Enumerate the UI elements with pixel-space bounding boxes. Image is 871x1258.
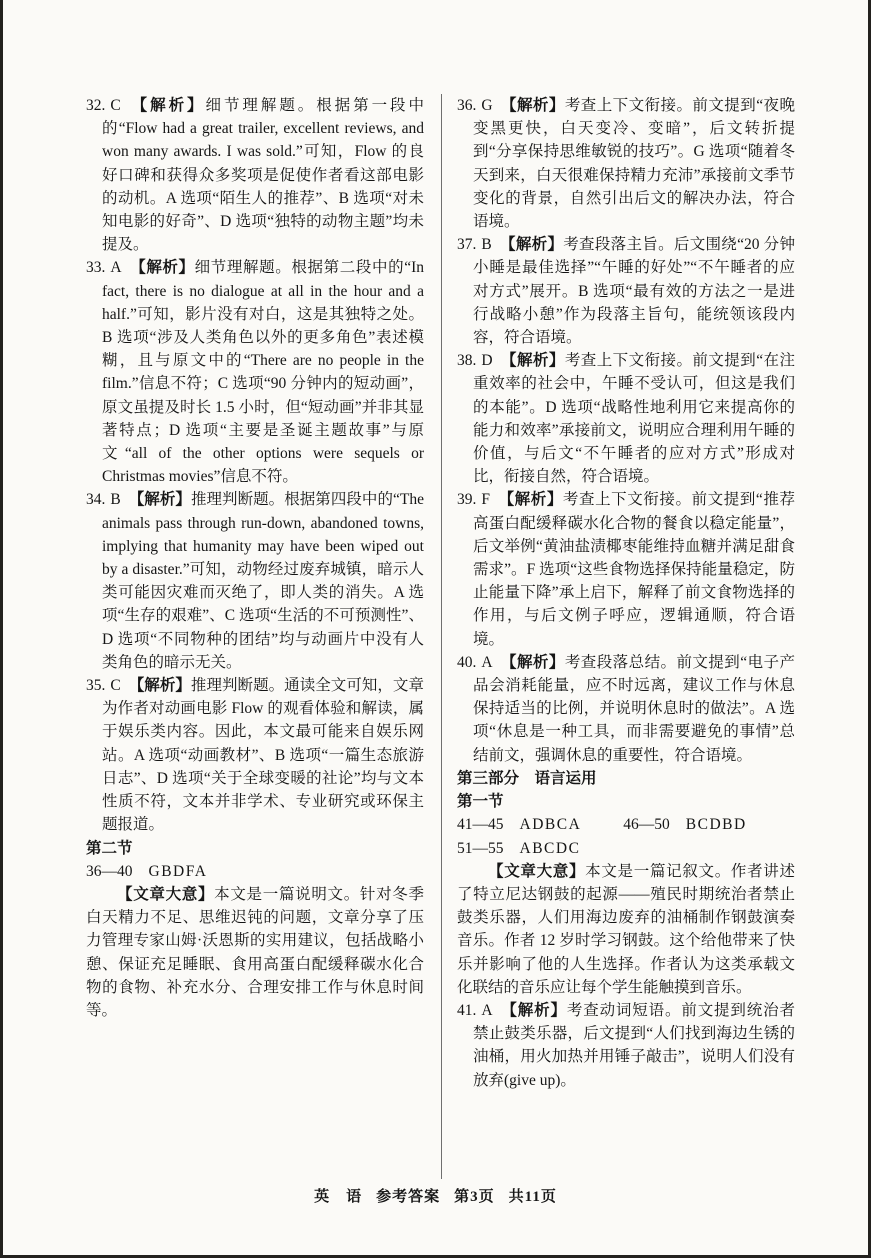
item-answer: B — [481, 236, 492, 254]
explanation-item-32 — [86, 94, 424, 256]
item-number: 41. — [457, 1001, 477, 1019]
item-answer: D — [481, 352, 493, 370]
section-header-1: 第一节 — [457, 793, 504, 811]
item-number: 34. — [86, 491, 106, 509]
page-content — [86, 94, 798, 1179]
footer-page-number: 第3页 — [454, 1189, 495, 1205]
item-text: 推理判断题。根据第四段中的“The animals pass through run-down, abandoned towns, implying that humanity may have been wiped out by a disaster.”可知，动物经过废弃城镇，暗示人类可能因灾难而灭绝了，即人类的消失。A 选项“生存的艰难”、C 选项“生活的不可预测性”、D 选项“不同物种的团结”均与动画片中没有人类角色的暗示无关。 — [102, 491, 424, 671]
item-number: 32. — [86, 97, 106, 114]
analysis-label: 【解析】 — [499, 236, 564, 254]
passage-summary — [457, 860, 795, 999]
answer-letters: BCDBD — [685, 816, 747, 834]
analysis-label: 【解析】 — [128, 491, 191, 509]
item-number: 37. — [457, 236, 477, 254]
item-answer: A — [481, 1001, 493, 1019]
item-text: 考查上下文衔接。前文提到“推荐高蛋白配缓释碳水化合物的餐食以稳定能量”，后文举例“黄油盐渍椰枣能维持血糖并满足甜食需求”。F 选项“这些食物选择保持能量稳定，防止能量下降”承上启下，解释了前文食物选择的作用，与后文例子呼应，逻辑通顺，符合语境。 — [473, 491, 795, 648]
explanation-item-38 — [457, 349, 795, 488]
summary-text: 本文是一篇说明文。针对冬季白天精力不足、思维迟钝的问题，文章分享了压力管理专家山姆·沃恩斯的实用建议，包括战略小憩、保证充足睡眠、食用高蛋白配缓释碳水化合物的食物、补充水分、合理安排工作与休息时间等。 — [86, 885, 424, 1019]
passage-summary — [86, 883, 424, 1022]
item-number: 33. — [86, 259, 106, 277]
explanation-item-36 — [457, 94, 795, 233]
item-text: 考查段落总结。前文提到“电子产品会消耗能量，应不时远离，建议工作与休息保持适当的比例，并说明休息时的做法”。A 选项“休息是一种工具，而非需要避免的事情”总结前文，强调休息的重要性，符合语境。 — [473, 653, 795, 764]
item-text: 考查上下文衔接。前文提到“夜晚变黑更快，白天变冷、变暗”，后文转折提到“分享保持思维敏锐的技巧”。G 选项“随着冬天到来，白天很难保持精力充沛”承接前文季节变化的背景，自然引出后文的解决办法，符合语境。 — [473, 97, 795, 231]
part-header-3: 第三部分 语言运用 — [457, 769, 597, 787]
answer-range: 51—55 — [457, 839, 504, 857]
analysis-label: 【解析】 — [498, 491, 563, 509]
answer-range: 41—45 — [457, 816, 504, 834]
item-answer: F — [481, 491, 490, 509]
two-column-layout — [86, 94, 798, 1179]
item-text: 考查段落主旨。后文围绕“20 分钟小睡是最佳选择”“午睡的好处”“不午睡者的应对方式”展开。B 选项“最有效的方法之一是进行战略小憩”作为段落主旨句，能统领该段内容，符合语境。 — [473, 236, 795, 347]
page-footer — [0, 1185, 871, 1206]
answer-letters: ADBCA — [519, 816, 582, 834]
explanation-item-34 — [86, 488, 424, 674]
item-number: 40. — [457, 653, 477, 671]
analysis-label: 【解析】 — [500, 1001, 567, 1019]
footer-label: 参考答案 — [376, 1189, 441, 1205]
explanation-item-35 — [86, 674, 424, 836]
left-column — [86, 94, 424, 1179]
answer-range: 46—50 — [623, 816, 670, 834]
answers-line-41-50 — [457, 813, 795, 836]
item-text: 细节理解题。根据第二段中的“In fact, there is no dialogue at all in the hour and a half.”可知，影片没有对白，这是其独特之处。B 选项“涉及人类角色以外的更多角色”表述模糊，且与原文中的“There are no people in the film.”信息不符；C 选项“90 分钟内的短动画”，原文虽提及时长 1.5 小时，但“短动画”并非其显著特点；D 选项“主要是圣诞主题故事”与原文“all of the other options were sequels or Christmas movies”信息不符。 — [102, 259, 424, 486]
explanation-item-41 — [457, 999, 795, 1092]
explanation-item-33 — [86, 256, 424, 488]
analysis-label: 【解析】 — [500, 653, 565, 671]
item-number: 38. — [457, 352, 477, 370]
answers-line-36-40 — [86, 860, 424, 883]
item-answer: C — [110, 677, 121, 695]
analysis-label: 【解析】 — [500, 97, 565, 114]
item-number: 36. — [457, 97, 477, 114]
summary-text: 本文是一篇记叙文。作者讲述了特立尼达钢鼓的起源——殖民时期统治者禁止鼓类乐器，人们用海边废弃的油桶制作钢鼓演奏音乐。作者 12 岁时学习钢鼓。这个给他带来了快乐并影响了他的人生选择。作者认为这类承载文化联结的音乐应让每个学生能触摸到音乐。 — [457, 862, 795, 996]
item-answer: A — [110, 259, 122, 277]
column-divider — [441, 94, 442, 1179]
footer-page-total: 共11页 — [508, 1189, 557, 1205]
item-answer: A — [481, 653, 493, 671]
explanation-item-39 — [457, 488, 795, 650]
item-answer: G — [481, 97, 493, 114]
item-number: 35. — [86, 677, 106, 695]
item-text: 推理判断题。通读全文可知，文章为作者对动画电影 Flow 的观看体验和解读，属于娱乐类内容。因此，本文最可能来自娱乐网站。A 选项“动画教材”、B 选项“一篇生态旅游日志”、D 选项“关于全球变暖的社论”均与文本性质不符，文本并非学术、专业研究或环保主题报道。 — [102, 677, 424, 834]
summary-label: 【文章大意】 — [488, 862, 586, 880]
item-text: 考查动词短语。前文提到统治者禁止鼓类乐器，后文提到“人们找到海边生锈的油桶，用火加热并用锤子敲击”，说明人们没有放弃(give up)。 — [473, 1001, 795, 1089]
answer-range: 36—40 — [86, 862, 133, 880]
item-answer: B — [110, 491, 121, 509]
explanation-item-40 — [457, 651, 795, 767]
analysis-label: 【解析】 — [500, 352, 565, 370]
analysis-label: 【解析】 — [128, 97, 206, 114]
answer-letters: ABCDC — [519, 839, 581, 857]
item-number: 39. — [457, 491, 477, 509]
section-header-2: 第二节 — [86, 839, 133, 857]
item-answer: C — [110, 97, 121, 114]
footer-subject: 英 语 — [314, 1189, 363, 1205]
analysis-label: 【解析】 — [129, 259, 195, 277]
explanation-item-37 — [457, 233, 795, 349]
scan-border-left — [0, 0, 3, 1258]
summary-label: 【文章大意】 — [117, 885, 215, 903]
analysis-label: 【解析】 — [128, 677, 191, 695]
item-text: 细节理解题。根据第一段中的“Flow had a great trailer, excellent reviews, and won many awards. I was sold.”可知，Flow 的良好口碑和获得众多奖项是促使作者看这部电影的动机。A 选项“陌生人的推荐”、B 选项“对未知电影的好奇”、D 选项“独特的动物主题”均未提及。 — [102, 97, 424, 254]
answer-letters: GBDFA — [148, 862, 208, 880]
right-column — [457, 94, 795, 1179]
answers-line-51-55 — [457, 837, 795, 860]
item-text: 考查上下文衔接。前文提到“在注重效率的社会中，午睡不受认可，但这是我们的本能”。D 选项“战略性地利用它来提高你的能力和效率”承接前文，说明应合理利用午睡的价值，与后文“不午睡者的应对方式”形成对比，衔接自然，符合语境。 — [473, 352, 795, 486]
